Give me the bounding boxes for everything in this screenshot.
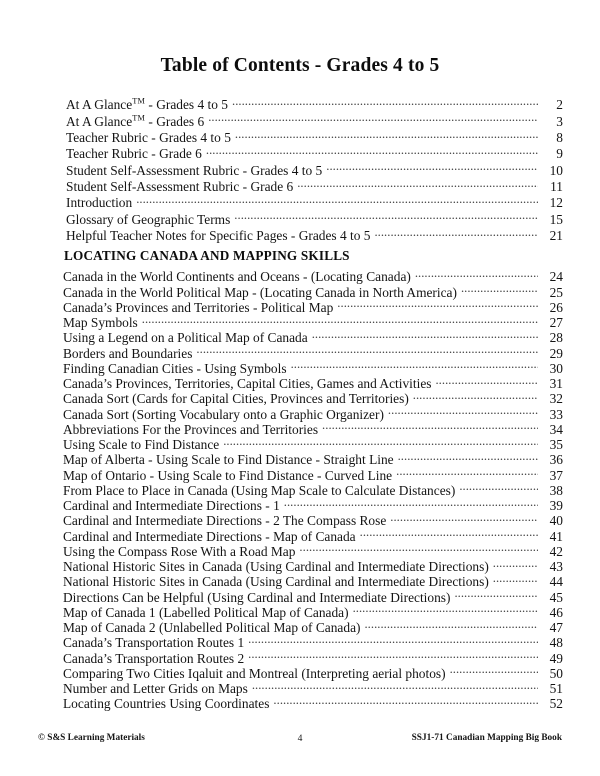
toc-entry-page-number: 26 xyxy=(549,299,563,315)
toc-entry-label: Map of Ontario - Using Scale to Find Distance - Curved Line xyxy=(63,467,393,483)
toc-entry[interactable] xyxy=(0,314,600,329)
toc-entry-page-number: 47 xyxy=(549,620,563,636)
dot-leader xyxy=(398,451,538,464)
toc-entry[interactable] xyxy=(0,436,600,451)
dot-leader xyxy=(136,194,538,207)
dot-leader xyxy=(299,543,538,556)
toc-entry-page-number: 27 xyxy=(549,315,563,331)
dot-leader xyxy=(142,314,538,327)
toc-entry[interactable] xyxy=(0,299,600,314)
toc-entry-page-number: 8 xyxy=(556,130,563,146)
toc-entry[interactable] xyxy=(0,390,600,405)
dot-leader xyxy=(248,649,538,662)
toc-entry-page-number: 21 xyxy=(549,228,563,244)
toc-entry[interactable] xyxy=(0,344,600,359)
toc-entry-page-number: 32 xyxy=(549,391,563,407)
toc-entry[interactable] xyxy=(0,466,600,481)
toc-entry[interactable] xyxy=(0,161,600,177)
dot-leader xyxy=(454,588,538,601)
toc-entry-page-number: 31 xyxy=(549,376,563,392)
toc-entry-label: Canada in the World Political Map - (Locating Canada in North America) xyxy=(63,284,457,300)
toc-entry-label: Borders and Boundaries xyxy=(63,345,193,361)
toc-entry[interactable] xyxy=(0,268,600,283)
toc-entry-label: Cardinal and Intermediate Directions - 1 xyxy=(63,498,280,514)
toc-entry-label: Map of Alberta - Using Scale to Find Distance - Straight Line xyxy=(63,452,394,468)
dot-leader xyxy=(493,558,538,571)
dot-leader xyxy=(388,405,538,418)
dot-leader xyxy=(284,497,538,510)
toc-entry-label: Introduction xyxy=(66,195,133,211)
page-footer xyxy=(0,733,600,749)
toc-entry-page-number: 51 xyxy=(549,681,563,697)
toc-entry-label: Canada Sort (Cards for Capital Cities, Provinces and Territories) xyxy=(63,391,409,407)
toc-entry-label: National Historic Sites in Canada (Using Cardinal and Intermediate Directions) xyxy=(63,559,489,575)
toc-entries-list xyxy=(0,268,600,710)
dot-leader xyxy=(291,360,538,373)
toc-entry-label: Helpful Teacher Notes for Specific Pages - Grades 4 to 5 xyxy=(66,228,371,244)
toc-entry[interactable] xyxy=(0,329,600,344)
toc-entry[interactable] xyxy=(0,405,600,420)
toc-entry-label: Finding Canadian Cities - Using Symbols xyxy=(63,360,287,376)
toc-entry-label: Canada Sort (Sorting Vocabulary onto a Graphic Organizer) xyxy=(63,406,384,422)
toc-entry-page-number: 39 xyxy=(549,498,563,514)
toc-entry-page-number: 50 xyxy=(549,665,563,681)
toc-entry-label: From Place to Place in Canada (Using Map Scale to Calculate Distances) xyxy=(63,482,456,498)
toc-entry-page-number: 43 xyxy=(549,559,563,575)
toc-entry-page-number: 40 xyxy=(549,513,563,529)
toc-entry-page-number: 34 xyxy=(549,421,563,437)
toc-entry-page-number: 46 xyxy=(549,604,563,620)
toc-entry-label: Cardinal and Intermediate Directions - Map of Canada xyxy=(63,528,356,544)
toc-entry-page-number: 24 xyxy=(549,269,563,285)
toc-entry[interactable] xyxy=(0,482,600,497)
toc-entry-page-number: 42 xyxy=(549,543,563,559)
toc-entry-label: Student Self-Assessment Rubric - Grade 6 xyxy=(66,179,294,195)
toc-entry-label: Number and Letter Grids on Maps xyxy=(63,681,248,697)
toc-entry-page-number: 12 xyxy=(549,195,563,211)
toc-entry-label xyxy=(66,97,232,113)
dot-leader xyxy=(461,283,538,296)
toc-entry-label-suffix: - Grades 6 xyxy=(145,113,205,129)
toc-front-matter-list xyxy=(0,96,600,243)
toc-entry-label: Map of Canada 1 (Labelled Political Map of Canada) xyxy=(63,604,349,620)
dot-leader xyxy=(390,512,538,525)
toc-entry-label: Using a Legend on a Political Map of Canada xyxy=(63,330,308,346)
toc-entry-page-number: 9 xyxy=(556,146,563,162)
toc-entry-page-number: 52 xyxy=(549,696,563,712)
toc-entry-page-number: 45 xyxy=(549,589,563,605)
toc-entry-page-number: 49 xyxy=(549,650,563,666)
dot-leader xyxy=(196,344,538,357)
dot-leader xyxy=(235,129,538,142)
toc-entry[interactable] xyxy=(0,634,600,649)
toc-entry[interactable] xyxy=(0,512,600,527)
toc-entry[interactable] xyxy=(0,527,600,542)
toc-entry[interactable] xyxy=(0,96,600,112)
toc-entry[interactable] xyxy=(0,497,600,512)
dot-leader xyxy=(459,482,538,495)
toc-entry-label: Canada’s Provinces, Territories, Capital Cities, Games and Activities xyxy=(63,376,432,392)
toc-entry-label: Student Self-Assessment Rubric - Grades 4 to 5 xyxy=(66,162,323,178)
toc-entry-label: Teacher Rubric - Grades 4 to 5 xyxy=(66,130,231,146)
toc-entry-page-number: 41 xyxy=(549,528,563,544)
toc-entry-label: Canada’s Transportation Routes 1 xyxy=(63,635,245,651)
toc-entry[interactable] xyxy=(0,619,600,634)
toc-entry-label: Canada’s Provinces and Territories - Political Map xyxy=(63,299,334,315)
toc-entry-page-number: 36 xyxy=(549,452,563,468)
toc-entry-label: Using the Compass Rose With a Road Map xyxy=(63,543,296,559)
toc-entry-page-number: 28 xyxy=(549,330,563,346)
dot-leader xyxy=(206,145,538,158)
toc-entry-page-number: 15 xyxy=(549,211,563,227)
dot-leader xyxy=(364,619,538,632)
toc-entry[interactable] xyxy=(0,360,600,375)
toc-section-heading: LOCATING CANADA AND MAPPING SKILLS xyxy=(64,248,350,263)
toc-entry[interactable] xyxy=(0,543,600,558)
page-title: Table of Contents - Grades 4 to 5 xyxy=(160,55,440,76)
toc-entry-label: Glossary of Geographic Terms xyxy=(66,211,231,227)
footer-page-number: 4 xyxy=(297,733,303,744)
toc-entry-label: Map Symbols xyxy=(63,315,138,331)
toc-entry-label: Canada in the World Continents and Oceans - (Locating Canada) xyxy=(63,269,411,285)
footer-copyright: © S&S Learning Materials xyxy=(38,733,145,743)
toc-entry-page-number: 29 xyxy=(549,345,563,361)
dot-leader xyxy=(326,161,538,174)
toc-entry[interactable] xyxy=(0,194,600,210)
toc-entry[interactable] xyxy=(0,665,600,680)
dot-leader xyxy=(322,421,538,434)
toc-entry[interactable] xyxy=(0,695,600,710)
toc-entry[interactable] xyxy=(0,649,600,664)
toc-entry[interactable] xyxy=(0,145,600,161)
toc-entry-label: Locating Countries Using Coordinates xyxy=(63,696,270,712)
toc-entry[interactable] xyxy=(0,210,600,226)
toc-entry-page-number: 11 xyxy=(550,179,563,195)
toc-entry-page-number: 3 xyxy=(556,113,563,129)
dot-leader xyxy=(248,634,538,647)
dot-leader xyxy=(297,178,538,191)
toc-entry-label-suffix: - Grades 4 to 5 xyxy=(145,97,228,113)
toc-entry[interactable] xyxy=(0,375,600,390)
toc-entry-label-text: At A Glance xyxy=(66,113,133,129)
dot-leader xyxy=(208,112,538,125)
toc-entry[interactable] xyxy=(0,421,600,436)
toc-entry-label: Directions Can be Helpful (Using Cardinal and Intermediate Directions) xyxy=(63,589,451,605)
toc-entry-page-number: 2 xyxy=(556,97,563,113)
toc-entry-label: Using Scale to Find Distance xyxy=(63,437,220,453)
trademark-mark: TM xyxy=(132,113,146,123)
toc-entry[interactable] xyxy=(0,227,600,243)
dot-leader xyxy=(396,466,538,479)
toc-entry[interactable] xyxy=(0,573,600,588)
toc-entry-page-number: 25 xyxy=(549,284,563,300)
footer-book-code: SSJ1-71 Canadian Mapping Big Book xyxy=(411,733,562,743)
toc-entry-page-number: 33 xyxy=(549,406,563,422)
dot-leader xyxy=(435,375,538,388)
toc-entry-label: National Historic Sites in Canada (Using Cardinal and Intermediate Directions) xyxy=(63,574,489,590)
dot-leader xyxy=(413,390,538,403)
toc-entry-label: Canada’s Transportation Routes 2 xyxy=(63,650,245,666)
toc-entry-label-text: At A Glance xyxy=(66,97,133,113)
toc-entry-page-number: 44 xyxy=(549,574,563,590)
toc-entry[interactable] xyxy=(0,178,600,194)
toc-entry[interactable] xyxy=(0,680,600,695)
toc-entry[interactable] xyxy=(0,558,600,573)
dot-leader xyxy=(232,96,538,109)
toc-entry-page-number: 30 xyxy=(549,360,563,376)
dot-leader xyxy=(273,695,538,708)
toc-entry[interactable] xyxy=(0,112,600,128)
toc-entry[interactable] xyxy=(0,129,600,145)
dot-leader xyxy=(360,527,538,540)
dot-leader xyxy=(415,268,538,281)
toc-entry-page-number: 38 xyxy=(549,482,563,498)
dot-leader xyxy=(252,680,538,693)
toc-entry-label: Comparing Two Cities Iqaluit and Montreal (Interpreting aerial photos) xyxy=(63,665,446,681)
toc-entry-page-number: 35 xyxy=(549,437,563,453)
toc-entry-label: Abbreviations For the Provinces and Territories xyxy=(63,421,319,437)
toc-entry-label xyxy=(66,114,208,130)
dot-leader xyxy=(493,573,538,586)
toc-entry-label: Cardinal and Intermediate Directions - 2 The Compass Rose xyxy=(63,513,387,529)
toc-entry[interactable] xyxy=(0,283,600,298)
toc-entry[interactable] xyxy=(0,588,600,603)
dot-leader xyxy=(312,329,538,342)
dot-leader xyxy=(450,665,538,678)
toc-entry-page-number: 48 xyxy=(549,635,563,651)
dot-leader xyxy=(353,604,538,617)
toc-entry-page-number: 37 xyxy=(549,467,563,483)
toc-entry[interactable] xyxy=(0,604,600,619)
toc-entry-page-number: 10 xyxy=(549,162,563,178)
dot-leader xyxy=(223,436,538,449)
toc-entry-label: Map of Canada 2 (Unlabelled Political Map of Canada) xyxy=(63,620,361,636)
trademark-mark: TM xyxy=(132,96,146,106)
toc-entry[interactable] xyxy=(0,451,600,466)
dot-leader xyxy=(337,299,538,312)
toc-entry-label: Teacher Rubric - Grade 6 xyxy=(66,146,202,162)
dot-leader xyxy=(374,227,538,240)
dot-leader xyxy=(234,210,538,223)
